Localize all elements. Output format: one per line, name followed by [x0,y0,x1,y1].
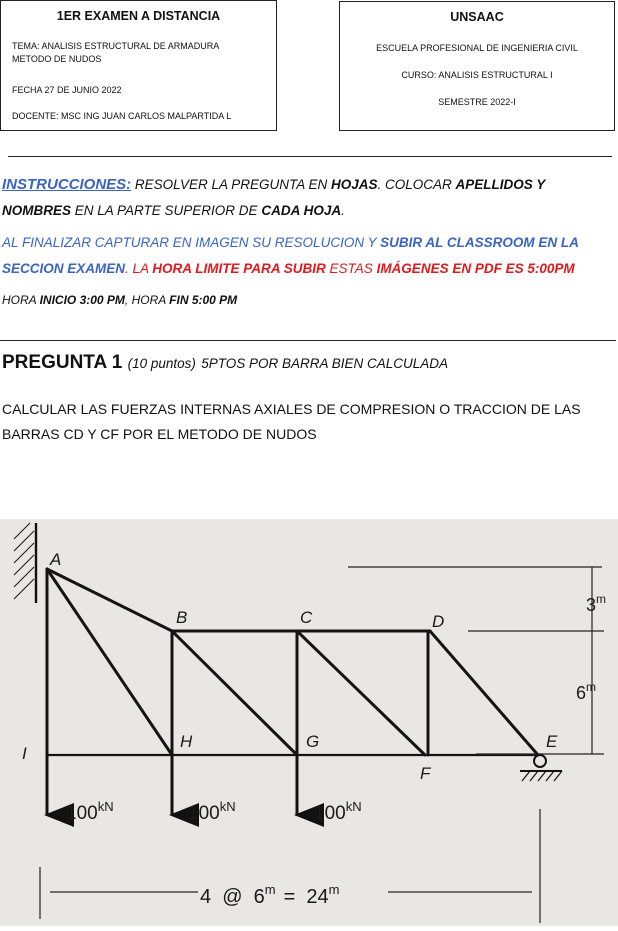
span-unit-b: m [328,882,340,897]
load-value-1: 100 [66,803,98,824]
span-text-a: 4 @ 6 [200,886,265,908]
svg-text:100kN [188,799,236,824]
member-ab [47,569,172,631]
load-unit-3: kN [345,799,362,814]
node-label-d: D [432,612,445,631]
node-label-c: C [300,608,313,627]
tema-line2: METODO DE NUDOS [12,54,102,64]
node-label-a: A [50,550,62,569]
university-title: UNSAAC [450,10,504,24]
question-body: CALCULAR LAS FUERZAS INTERNAS AXIALES DE COMPRESION O TRACCION DE LAS BARRAS CD Y CF POR EL METODO DE NUDOS [2,401,581,442]
svg-text:3m [586,592,606,615]
fecha-text: FECHA 27 DE JUNIO 2022 [12,85,122,95]
svg-text:100kN [66,799,114,824]
support-hatching [522,771,562,781]
svg-text:4 @ 6m= 24m [200,882,340,908]
dim-top-unit: m [596,592,607,606]
divider-bottom [0,340,616,341]
truss-photo [0,519,618,926]
svg-text:6m [576,680,596,703]
load-value-2: 100 [188,803,220,824]
node-label-h: H [180,732,193,751]
member-de [430,631,538,755]
load-unit-1: kN [97,799,114,814]
dimension-lines [40,567,607,923]
load-value-3: 100 [314,803,346,824]
wall-hatching [14,523,34,599]
node-label-i: I [22,744,27,763]
tema-line1: TEMA: ANALISIS ESTRUCTURAL DE ARMADURA [12,41,220,51]
svg-text:100kN [314,799,362,824]
member-ah [47,569,172,755]
span-unit-a: m [264,882,276,897]
dim-mid-unit: m [586,680,597,694]
instructions-paragraph-2: AL FINALIZAR CAPTURAR EN IMAGEN SU RESOLUCION Y SUBIR AL CLASSROOM EN LA SECCION EXAMEN. LA HORA LIMITE PARA SUBIR ESTAS IMÁGENES EN PDF ES 5:00PM [2,235,579,276]
node-label-e: E [546,732,558,751]
dim-mid-value: 6 [576,683,587,703]
truss-members [47,569,538,755]
load-unit-2: kN [219,799,236,814]
divider-top [8,156,612,157]
question-points: (10 puntos) [127,356,196,371]
docente-text: DOCENTE: MSC ING JUAN CARLOS MALPARTIDA L [12,111,232,121]
question-title: PREGUNTA 1 [2,352,123,373]
semestre-text: SEMESTRE 2022-I [438,97,516,107]
roller-support [534,755,546,767]
truss-diagram [0,519,618,926]
node-label-f: F [420,764,431,783]
question-heading [2,352,448,374]
instructions-paragraph-1: INSTRUCCIONES: RESOLVER LA PREGUNTA EN HOJAS. COLOCAR APELLIDOS Y NOMBRES EN LA PARTE SUPERIOR DE CADA HOJA. [2,176,546,218]
header-left-box [0,0,277,131]
exam-title: 1ER EXAMEN A DISTANCIA [56,9,221,23]
instructions-label: INSTRUCCIONES: [2,176,132,193]
question-criteria: 5PTOS POR BARRA BIEN CALCULADA [201,356,449,371]
escuela-text: ESCUELA PROFESIONAL DE INGENIERIA CIVIL [376,43,578,53]
instructions-paragraph-3: HORA INICIO 3:00 PM, HORA FIN 5:00 PM [2,293,238,307]
curso-text: CURSO: ANALISIS ESTRUCTURAL I [401,70,553,80]
node-label-g: G [306,732,320,751]
node-label-b: B [176,608,188,627]
span-text-b: = 24 [283,886,329,908]
header-right-box [339,1,615,131]
dim-top-value: 3 [586,595,597,615]
